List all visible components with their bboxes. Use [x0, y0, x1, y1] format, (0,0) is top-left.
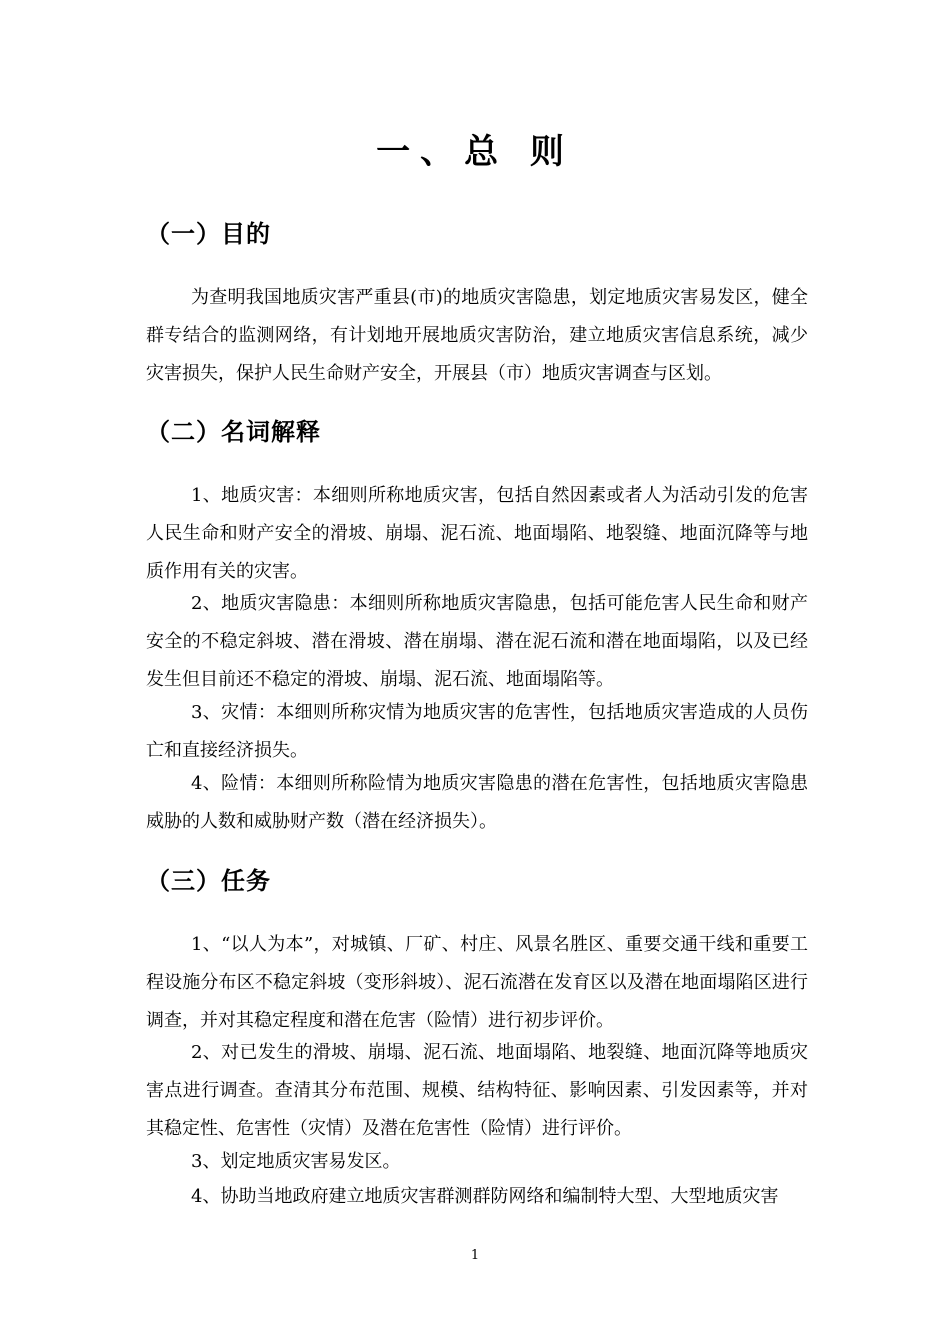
- paragraph-definition-1: 1、地质灾害：本细则所称地质灾害，包括自然因素或者人为活动引发的危害人民生命和财产安全的滑坡、崩塌、泥石流、地面塌陷、地裂缝、地面沉降等与地质作用有关的灾害。: [146, 485, 808, 582]
- page-number: 1: [470, 1248, 480, 1263]
- page-title: 一、总 则: [376, 132, 574, 172]
- paragraph-definition-2: 2、地质灾害隐患：本细则所称地质灾害隐患，包括可能危害人民生命和财产安全的不稳定斜坡、潜在滑坡、潜在崩塌、潜在泥石流和潜在地面塌陷，以及已经发生但目前还不稳定的滑坡、崩塌、泥石流、地面塌陷等。: [146, 593, 808, 690]
- section-heading-purpose: （一）目的: [146, 220, 271, 248]
- paragraph-task-1: 1、“以人为本”，对城镇、厂矿、村庄、风景名胜区、重要交通干线和重要工程设施分布区不稳定斜坡（变形斜坡）、泥石流潜在发育区以及潜在地面塌陷区进行调查，并对其稳定程度和潜在危害（险情）进行初步评价。: [146, 934, 808, 1031]
- paragraph-definition-3: 3、灾情：本细则所称灾情为地质灾害的危害性，包括地质灾害造成的人员伤亡和直接经济损失。: [146, 702, 808, 761]
- paragraph-definition-4: 4、险情：本细则所称险情为地质灾害隐患的潜在危害性，包括地质灾害隐患威胁的人数和威胁财产数（潜在经济损失）。: [146, 773, 808, 832]
- paragraph-task-4: 4、协助当地政府建立地质灾害群测群防网络和编制特大型、大型地质灾害: [191, 1186, 779, 1207]
- section-heading-tasks: （三）任务: [146, 867, 271, 895]
- section-heading-definitions: （二）名词解释: [146, 418, 321, 446]
- paragraph-task-2: 2、对已发生的滑坡、崩塌、泥石流、地面塌陷、地裂缝、地面沉降等地质灾害点进行调查。查清其分布范围、规模、结构特征、影响因素、引发因素等，并对其稳定性、危害性（灾情）及潜在危害性（险情）进行评价。: [146, 1042, 808, 1139]
- paragraph-purpose: 为查明我国地质灾害严重县(市)的地质灾害隐患，划定地质灾害易发区，健全群专结合的监测网络，有计划地开展地质灾害防治，建立地质灾害信息系统，减少灾害损失，保护人民生命财产安全，开展县（市）地质灾害调查与区划。: [146, 287, 808, 384]
- paragraph-task-3: 3、划定地质灾害易发区。: [191, 1151, 401, 1172]
